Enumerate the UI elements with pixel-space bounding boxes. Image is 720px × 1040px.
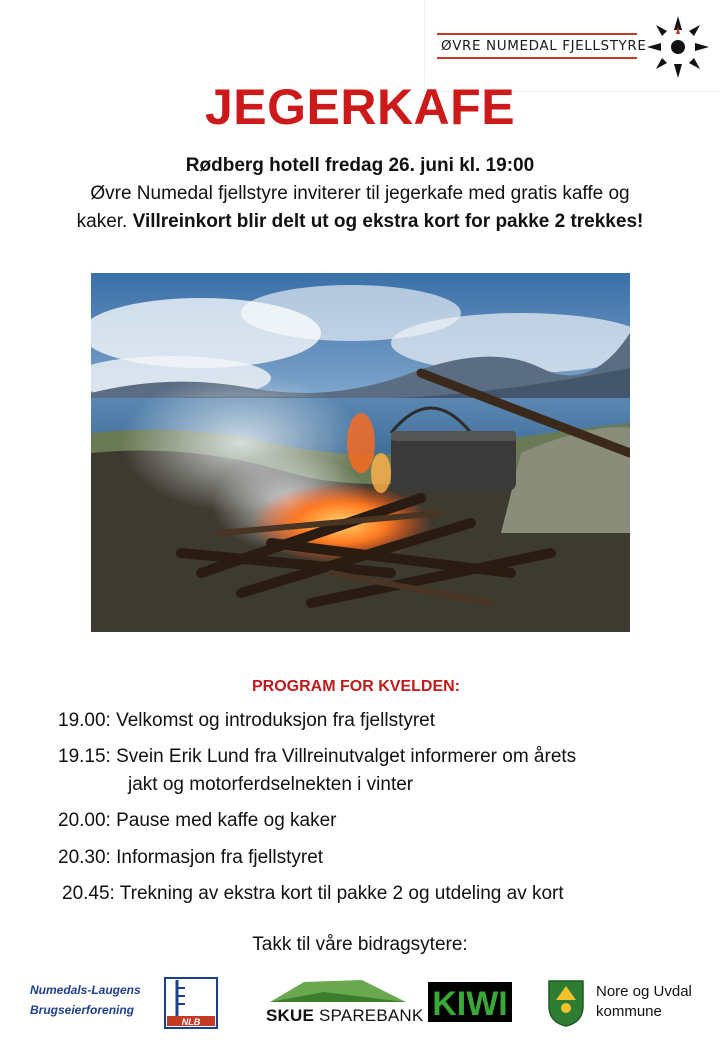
compass-star-icon	[643, 12, 713, 82]
program-item: 20.00: Pause med kaffe og kaker	[58, 810, 337, 831]
program-item-continuation: jakt og motorferdselnekten i vinter	[128, 774, 414, 795]
intro-line-2: Øvre Numedal fjellstyre inviterer til jegerkafe med gratis kaffe og	[90, 183, 630, 204]
program-item: 19.00: Velkomst og introduksjon fra fjellstyret	[58, 710, 436, 731]
intro-line-3	[0, 208, 720, 236]
org-name: ØVRE NUMEDAL FJELLSTYRE	[441, 38, 647, 54]
kiwi-text: KIWI	[432, 985, 508, 1022]
program-item: 20.45: Trekning av ekstra kort til pakke 2 og utdeling av kort	[62, 883, 564, 904]
program-heading: PROGRAM FOR KVELDEN:	[252, 678, 460, 695]
thanks-text: Takk til våre bidragsytere:	[252, 934, 468, 955]
intro-line-3-normal: kaker.	[76, 211, 133, 232]
intro-line-3-bold: Villreinkort blir delt ut og ekstra kort for pakke 2 trekkes!	[132, 211, 644, 232]
program-item: 20.30: Informasjon fra fjellstyret	[58, 847, 324, 868]
program-item: 19.15: Svein Erik Lund fra Villreinutvalget informerer om årets	[58, 746, 577, 767]
nore-uvdal-text	[596, 982, 692, 1022]
page-title: JEGERKAFE	[204, 79, 516, 135]
skue-light: SPAREBANK	[314, 1006, 424, 1025]
skue-bold: SKUE	[266, 1006, 315, 1025]
nlb-mark-text: NLB	[181, 1017, 201, 1027]
logo-rule-bottom	[437, 57, 637, 59]
nore-line-2: kommune	[596, 1003, 662, 1020]
nore-line-1: Nore og Uvdal	[596, 983, 692, 1000]
skue-sparebank-label	[266, 1006, 423, 1026]
kiwi-logo-icon	[428, 982, 512, 1022]
nlb-logo-icon	[163, 976, 219, 1030]
shield-crest-icon	[546, 978, 586, 1028]
event-date-line: Rødberg hotell fredag 26. juni kl. 19:00	[185, 155, 535, 176]
sponsor-logos	[0, 968, 720, 1040]
logo-rule-top	[437, 33, 637, 35]
campfire-photo	[91, 273, 630, 632]
nlb-line-1: Numedals-Laugens	[30, 983, 141, 997]
nlb-logo-text	[30, 980, 160, 1020]
nlb-line-2: Brugseierforening	[30, 1003, 135, 1017]
intro-block	[0, 152, 720, 236]
